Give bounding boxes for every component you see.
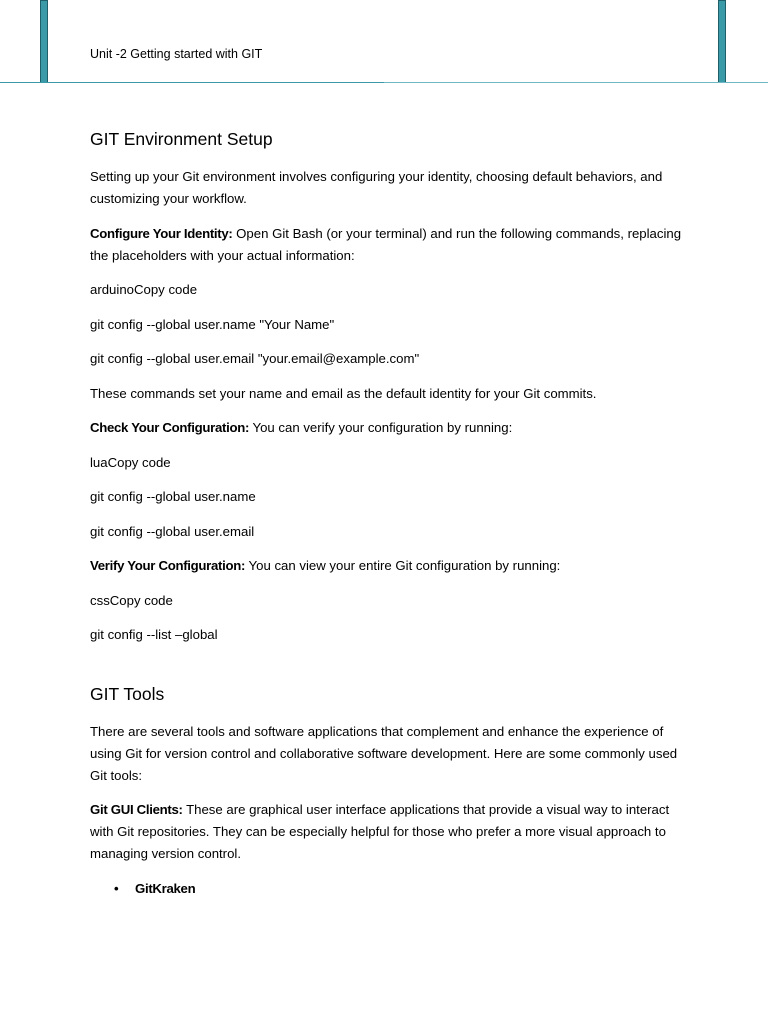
bullet-marker: • (114, 880, 119, 896)
header-rule-left (0, 82, 384, 83)
tools-bullet-list (90, 878, 690, 900)
lead-configure-identity: Configure Your Identity: (90, 225, 233, 241)
text-check-configuration: You can verify your configuration by running: (249, 420, 513, 435)
lead-gui-clients: Git GUI Clients: (90, 802, 183, 817)
section-spacer (90, 659, 690, 681)
code-line-get-user-name: git config --global user.name (90, 489, 256, 504)
section-heading-git-tools: GIT Tools (90, 683, 165, 704)
paragraph-check-configuration (90, 417, 690, 439)
paragraph-setup-intro: Setting up your Git environment involves configuring your identity, choosing default behaviors, and customizing your workflow. (90, 169, 663, 206)
code-line-user-email: git config --global user.email "your.email@example.com" (90, 351, 420, 366)
code-line-user-name: git config --global user.name "Your Name" (90, 316, 335, 332)
lead-verify-configuration: Verify Your Configuration: (90, 558, 246, 573)
code-label-arduino: arduinoCopy code (90, 282, 198, 297)
paragraph-identity-note: These commands set your name and email as the default identity for your Git commits. (90, 385, 597, 401)
page-header-text: Unit -2 Getting started with GIT (90, 47, 263, 61)
header-rule-right (384, 82, 768, 83)
document-body (90, 126, 690, 900)
list-item (90, 878, 690, 900)
header-left-bar (40, 0, 48, 83)
paragraph-tools-intro: There are several tools and software applications that complement and enhance the experience of using Git for version control and collaborative software development. Here are some commonly used Git tools: (90, 723, 678, 783)
text-verify-configuration: You can view your entire Git configuration by running: (245, 558, 561, 573)
code-label-css: cssCopy code (90, 592, 173, 608)
paragraph-verify-configuration (90, 555, 690, 577)
code-line-list-global: git config --list –global (90, 627, 218, 642)
code-line-get-user-email: git config --global user.email (90, 523, 255, 539)
header-right-bar (718, 0, 726, 83)
text-gui-clients: These are graphical user interface applications that provide a visual way to interact with Git repositories. They can be especially helpful for those who prefer a more visual approach to managing version control. (90, 802, 670, 861)
list-item-label: GitKraken (135, 880, 196, 896)
section-heading-environment-setup: GIT Environment Setup (90, 129, 273, 149)
paragraph-gui-clients (90, 799, 690, 865)
lead-check-configuration: Check Your Configuration: (90, 420, 250, 435)
text-configure-identity: Open Git Bash (or your terminal) and run the following commands, replacing the placeholders with your actual information: (90, 225, 682, 263)
paragraph-configure-identity (90, 223, 690, 267)
code-label-lua: luaCopy code (90, 454, 171, 470)
